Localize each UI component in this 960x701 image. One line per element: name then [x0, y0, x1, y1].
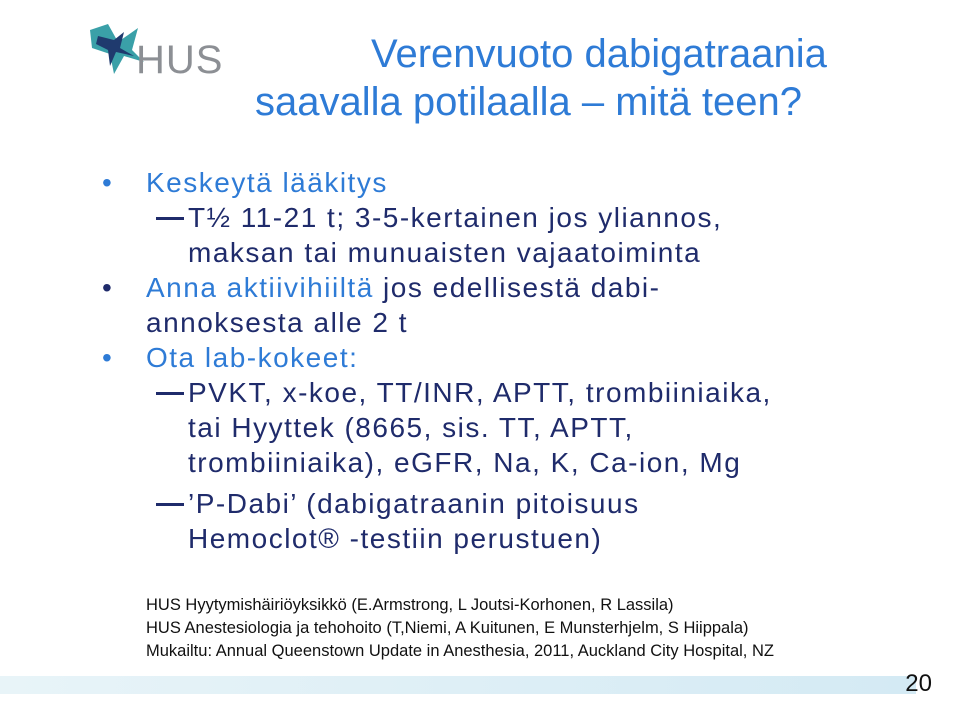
- bullet-text: jos edellisestä dabi-: [373, 272, 661, 303]
- title-line-2: saavalla potilaalla – mitä teen?: [255, 80, 803, 124]
- sub-bullet-p-dabi: [112, 486, 912, 556]
- sub-bullet-line: PVKT, x-koe, TT/INR, APTT, trombiiniaika,: [188, 377, 772, 408]
- sub-bullet-line: tai Hyyttek (8665, sis. TT, APTT,: [188, 412, 634, 443]
- bullet-text-line2: annoksesta alle 2 t: [146, 307, 408, 338]
- slide-title: [255, 30, 935, 126]
- reference-line: HUS Anestesiologia ja tehohoito (T,Niemi, A Kuitunen, E Munsterhjelm, S Hiippala): [146, 619, 749, 637]
- references: [146, 594, 774, 663]
- sub-bullet-halflife: [112, 200, 912, 270]
- sub-bullet-line: ’P-Dabi’ (dabigatraanin pitoisuus: [188, 488, 640, 519]
- bullet-icon: •: [102, 167, 114, 198]
- bullet-stop-medication: [102, 165, 912, 200]
- dash-icon: [156, 217, 184, 220]
- bullet-list: [102, 165, 912, 556]
- logo-text: HUS: [136, 38, 224, 82]
- sub-bullet-line: T½ 11-21 t; 3-5-kertainen jos yliannos,: [188, 202, 723, 233]
- bullet-activated-charcoal: [102, 270, 912, 340]
- sub-bullet-line: maksan tai munuaisten vajaatoiminta: [188, 237, 702, 268]
- bullet-text: Ota lab-kokeet:: [146, 342, 359, 373]
- sub-bullet-lab-list: [112, 375, 912, 480]
- sub-bullet-line: Hemoclot® -testiin perustuen): [188, 523, 603, 554]
- sub-bullet-line: trombiiniaika), eGFR, Na, K, Ca-ion, Mg: [188, 447, 742, 478]
- bullet-icon: •: [102, 342, 114, 373]
- reference-line: Mukailtu: Annual Queenstown Update in Anesthesia, 2011, Auckland City Hospital, NZ: [146, 642, 774, 660]
- page-number: 20: [905, 670, 932, 697]
- bullet-lab-tests: [102, 340, 912, 375]
- bullet-text: Keskeytä lääkitys: [146, 167, 388, 198]
- reference-line: HUS Hyytymishäiriöyksikkö (E.Armstrong, L Joutsi-Korhonen, R Lassila): [146, 596, 674, 614]
- footer-stripe: [0, 676, 916, 694]
- bullet-icon: •: [102, 272, 114, 303]
- title-line-1: Verenvuoto dabigatraania: [371, 32, 827, 76]
- dash-icon: [156, 503, 184, 506]
- dash-icon: [156, 392, 184, 395]
- bullet-highlight: Anna aktiivihiiltä: [146, 272, 374, 303]
- hus-logo: [88, 22, 228, 82]
